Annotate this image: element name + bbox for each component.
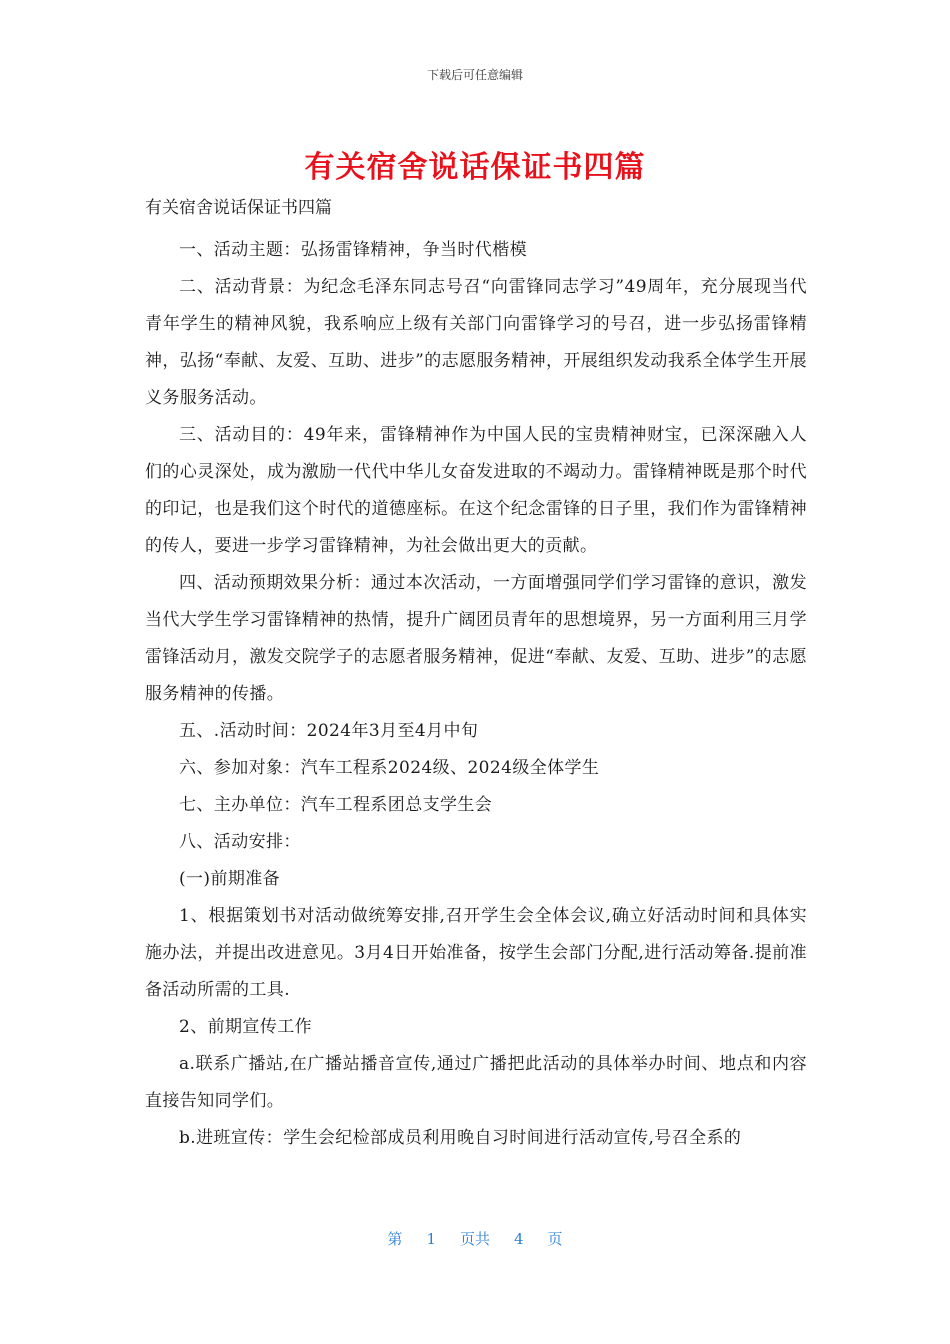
document-subtitle: 有关宿舍说话保证书四篇 [145, 198, 332, 218]
paragraph-activity-background: 二、活动背景：为纪念毛泽东同志号召“向雷锋同志学习”49周年，充分展现当代青年学生的精神风貌，我系响应上级有关部门向雷锋学习的号召，进一步弘扬雷锋精神，弘扬“奉献、友爱、互助、进步”的志愿服务精神，开展组织发动我系全体学生开展义务服务活动。 [145, 277, 807, 408]
page-header-note: 下载后可任意编辑 [426, 68, 523, 82]
document-body [145, 194, 807, 1157]
paragraph-publicity-broadcast: a.联系广播站,在广播站播音宣传,通过广播把此活动的具体举办时间、地点和内容直接告知同学们。 [145, 1054, 807, 1111]
paragraph-arrangement-heading: 八、活动安排： [179, 832, 301, 852]
paragraph-publicity-heading: 2、前期宣传工作 [179, 1017, 313, 1037]
page-footer [0, 1228, 950, 1249]
paragraph-preparation-item-1: 1、根据策划书对活动做统筹安排,召开学生会全体会议,确立好活动时间和具体实施办法，并提出改进意见。3月4日开始准备，按学生会部门分配,进行活动筹备.提前准备活动所需的工具. [145, 906, 808, 1000]
paragraph-preparation-heading: (一)前期准备 [179, 869, 281, 889]
footer-total-pages: 4 [514, 1230, 524, 1248]
paragraph-organizer: 七、主办单位：汽车工程系团总支学生会 [179, 795, 493, 815]
paragraph-activity-time: 五、.活动时间：2024年3月至4月中旬 [179, 721, 479, 741]
footer-label-of: 页共 [459, 1230, 490, 1248]
paragraph-expected-effect: 四、活动预期效果分析：通过本次活动，一方面增强同学们学习雷锋的意识，激发当代大学生学习雷锋精神的热情，提升广阔团员青年的思想境界，另一方面利用三月学雷锋活动月，激发交院学子的志愿者服务精神，促进“奉献、友爱、互助、进步”的志愿服务精神的传播。 [145, 573, 807, 704]
footer-label-end: 页 [547, 1230, 563, 1248]
document-title: 有关宿舍说话保证书四篇 [304, 150, 646, 185]
paragraph-publicity-class: b.进班宣传：学生会纪检部成员利用晚自习时间进行活动宣传,号召全系的 [179, 1128, 742, 1148]
paragraph-activity-purpose: 三、活动目的：49年来，雷锋精神作为中国人民的宝贵精神财宝，已深深融入人们的心灵深处，成为激励一代代中华儿女奋发进取的不竭动力。雷锋精神既是那个时代的印记，也是我们这个时代的道德座标。在这个纪念雷锋的日子里，我们作为雷锋精神的传人，要进一步学习雷锋精神，为社会做出更大的贡献。 [145, 425, 807, 556]
footer-current-page: 1 [426, 1230, 436, 1248]
paragraph-activity-theme: 一、活动主题：弘扬雷锋精神，争当时代楷模 [179, 240, 527, 260]
paragraph-participants: 六、参加对象：汽车工程系2024级、2024级全体学生 [179, 758, 600, 778]
footer-label-page: 第 [387, 1230, 403, 1248]
